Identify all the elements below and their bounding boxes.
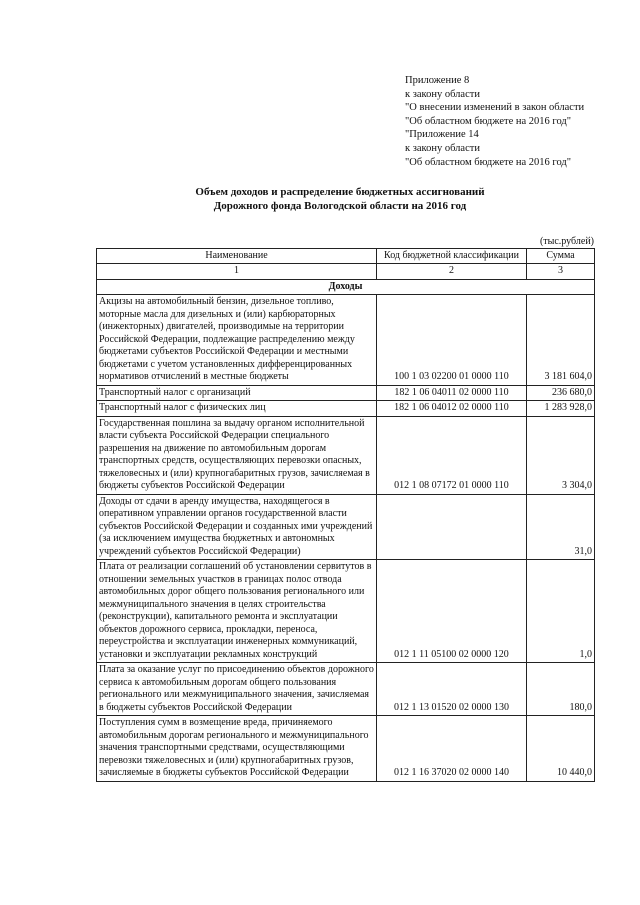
row-name: Плата за оказание услуг по присоединению объектов дорожного сервиса к автомобильным дорогам общего пользования регионального или межмуниципального значения, зачисляемая в бюджеты субъектов Российской Федерации xyxy=(97,663,377,716)
section-title: Доходы xyxy=(97,279,595,295)
unit-label: (тыс.рублей) xyxy=(539,236,594,247)
row-name: Плата от реализации соглашений об установлении сервитутов в отношении земельных участков в границах полос отвода автомобильных дорог общего пользования регионального или межмуниципального значения в целях строительства (реконструкции), капитального ремонта и эксплуатации объектов дорожного сервиса, прокладки, переноса, переустройства и эксплуатации инженерных коммуникаций, установки и эксплуатации рекламных конструкций xyxy=(97,560,377,663)
row-sum: 10 440,0 xyxy=(527,716,595,782)
title-line-2: Дорожного фонда Вологодской области на 2016 год xyxy=(213,200,467,212)
row-sum: 236 680,0 xyxy=(527,385,595,401)
row-sum: 180,0 xyxy=(527,663,595,716)
column-number-row xyxy=(97,264,595,280)
row-name: Транспортный налог с физических лиц xyxy=(97,401,377,417)
col-number: 1 xyxy=(97,264,377,280)
row-code: 012 1 13 01520 02 0000 130 xyxy=(377,663,527,716)
row-sum: 31,0 xyxy=(527,494,595,560)
table-row xyxy=(97,416,595,494)
row-name: Доходы от сдачи в аренду имущества, находящегося в оперативном управлении органов государственной власти субъектов Российской Федерации и созданных ими учреждений (за исключением имущества бюджетных и автономных учреждений субъектов Российской Федерации) xyxy=(97,494,377,560)
row-sum: 1 283 928,0 xyxy=(527,401,595,417)
table-row xyxy=(97,295,595,386)
appendix-line: Приложение 8 xyxy=(405,75,470,86)
row-code: 182 1 06 04012 02 0000 110 xyxy=(377,401,527,417)
header-code: Код бюджетной классификации xyxy=(377,249,527,264)
table-row xyxy=(97,663,595,716)
header-sum: Сумма xyxy=(527,249,595,264)
header-name: Наименование xyxy=(97,249,377,264)
document-title xyxy=(100,185,580,213)
row-code: 100 1 03 02200 01 0000 110 xyxy=(377,295,527,386)
appendix-line: "О внесении изменений в закон области xyxy=(405,102,585,114)
row-name: Акцизы на автомобильный бензин, дизельное топливо, моторные масла для дизельных и (или) карбюраторных (инжекторных) двигателей, производимые на территории Российской Федерации, подлежащие распределению между бюджетами субъектов Российской Федерации и местными бюджетами с учетом установленных дифференцированных нормативов отчислений в местные бюджеты xyxy=(97,295,377,386)
row-name: Транспортный налог с организаций xyxy=(97,385,377,401)
row-sum: 1,0 xyxy=(527,560,595,663)
appendix-line: "Приложение 14 xyxy=(405,129,479,141)
table-row xyxy=(97,385,595,401)
table-row xyxy=(97,401,595,417)
title-line-1: Объем доходов и распределение бюджетных ассигнований xyxy=(195,186,485,198)
table-row xyxy=(97,716,595,782)
appendix-line: "Об областном бюджете на 2016 год" xyxy=(405,115,572,127)
row-sum: 3 304,0 xyxy=(527,416,595,494)
row-code: 012 1 16 37020 02 0000 140 xyxy=(377,716,527,782)
row-code: 012 1 08 07172 01 0000 110 xyxy=(377,416,527,494)
row-code: 012 1 11 05100 02 0000 120 xyxy=(377,560,527,663)
col-number: 2 xyxy=(377,264,527,280)
appendix-header xyxy=(405,74,584,169)
row-name: Государственная пошлина за выдачу органом исполнительной власти субъекта Российской Федерации специального разрешения на движение по автомобильным дорогам транспортных средств, осуществляющих перевозки опасных, тяжеловесных и (или) крупногабаритных грузов, зачисляемая в бюджеты субъектов Российской Федерации xyxy=(97,416,377,494)
table-row xyxy=(97,494,595,560)
section-row xyxy=(97,279,595,295)
header-row xyxy=(97,249,595,264)
row-sum: 3 181 604,0 xyxy=(527,295,595,386)
row-name: Поступления сумм в возмещение вреда, причиняемого автомобильным дорогам регионального и межмуниципального значения транспортными средствами, осуществляющими перевозки тяжеловесных и (или) крупногабаритных грузов, зачисляемые в бюджеты субъектов Российской Федерации xyxy=(97,716,377,782)
row-code xyxy=(377,494,527,560)
appendix-line: к закону области xyxy=(405,88,480,100)
appendix-line: к закону области xyxy=(405,142,480,154)
appendix-line: "Об областном бюджете на 2016 год" xyxy=(405,156,572,168)
budget-table xyxy=(96,248,595,782)
row-code: 182 1 06 04011 02 0000 110 xyxy=(377,385,527,401)
table-row xyxy=(97,560,595,663)
col-number: 3 xyxy=(527,264,595,280)
